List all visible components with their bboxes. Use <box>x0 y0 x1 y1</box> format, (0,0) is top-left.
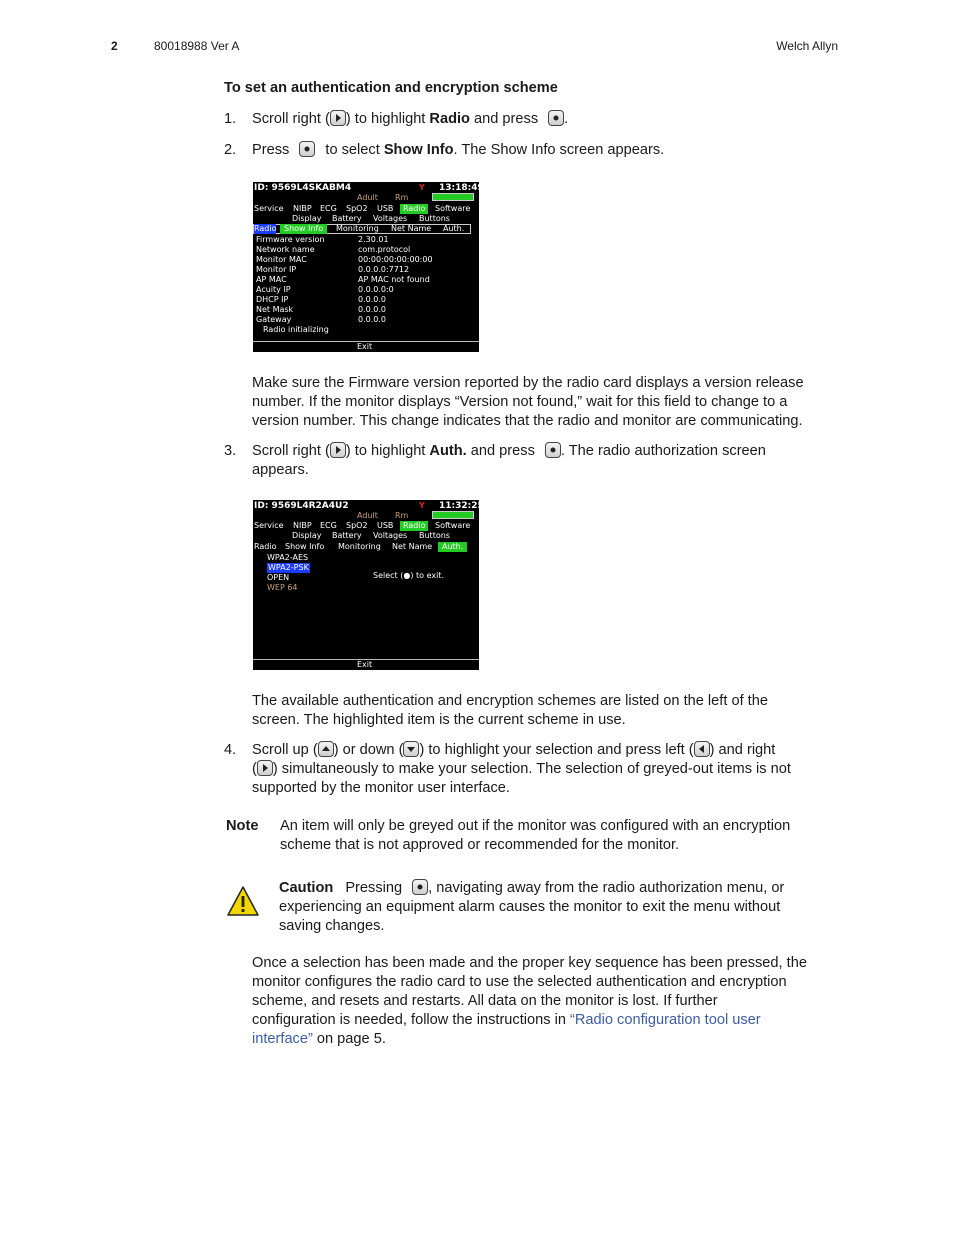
select-button-icon <box>412 879 428 895</box>
subtab-show-info: Show Info <box>285 542 325 551</box>
scheme-open: OPEN <box>267 573 290 582</box>
tab-software: Software <box>435 521 471 530</box>
battery-icon <box>432 511 474 519</box>
subtab-auth: Auth. <box>443 224 465 233</box>
right-arrow-icon <box>330 110 346 126</box>
tab-buttons: Buttons <box>419 214 450 223</box>
tab-ecg: ECG <box>320 204 337 213</box>
scheme-wpa2-psk: WPA2-PSK <box>268 563 309 572</box>
tab-battery: Battery <box>332 214 362 223</box>
step-1: Scroll right ( ) to highlight Radio and press . <box>252 111 569 127</box>
caution-text: Caution Pressing , navigating away from the radio authorization menu, or experiencing an equipment alarm causes the monitor to exit the menu without saving changes. <box>279 880 785 934</box>
tab-service: Service <box>254 521 284 530</box>
auth-screenshot: ID: 9569L4R2A4U2 Y 11:32:25 Adult Rm Service NIBP ECG SpO2 USB Radio Software Display Battery Voltages Buttons Radio Show Info Monitoring Net Name Auth. WPA2-AES WPA2-PSK OPEN WEP 64 Select (●) to exit. Exit <box>254 501 484 669</box>
subtab-auth: Auth. <box>438 542 467 552</box>
tab-display: Display <box>292 214 322 223</box>
select-button-icon <box>548 110 564 126</box>
subtab-monitoring: Monitoring <box>336 224 379 233</box>
tab-radio: Radio <box>400 521 428 531</box>
available-paragraph: The available authentication and encryption schemes are listed on the left of the screen. The highlighted item is the current scheme in use. <box>252 693 768 728</box>
warning-icon <box>226 885 260 917</box>
right-arrow-icon <box>330 442 346 458</box>
subtab-monitoring: Monitoring <box>338 542 381 551</box>
select-button-icon <box>299 141 315 157</box>
tab-usb: USB <box>377 521 394 530</box>
brand-name: Welch Allyn <box>776 39 838 53</box>
exit-softkey: Exit <box>357 660 373 669</box>
page-number: 2 <box>111 39 118 53</box>
tab-voltages: Voltages <box>373 531 408 540</box>
radio-config-link[interactable]: “Radio configuration tool user <box>570 1012 761 1028</box>
down-arrow-icon <box>403 741 419 757</box>
exit-softkey: Exit <box>357 342 373 351</box>
antenna-icon: Y <box>419 183 425 192</box>
document-id: 80018988 Ver A <box>154 39 240 53</box>
show-info-screenshot: ID: 9569L4SKABM4 Y 13:18:49 Adult Rm Service NIBP ECG SpO2 USB Radio Software Display Battery Voltages Buttons Radio Show Info Monitoring Net Name Auth. Firmware version 2.30.01 Network name com.protocol Monitor MAC 00:00:00:00:00:00 Monitor IP 0.0.0.0:7712 AP MAC AP MAC not found Acuity IP 0.0.0.0:0 DHCP IP 0.0.0.0 Net Mask 0.0.0.0 Gateway 0.0.0.0 Radio initializing Exit <box>254 183 484 351</box>
tab-nibp: NIBP <box>293 204 312 213</box>
radio-config-link-cont[interactable]: interface” <box>252 1031 313 1047</box>
step-3-number: 3. <box>224 443 237 459</box>
tab-spo2: SpO2 <box>346 521 368 530</box>
caution-label: Caution <box>279 880 334 896</box>
step-2-number: 2. <box>224 142 237 158</box>
step-2: Press to select Show Info. The Show Info screen appears. <box>252 142 665 158</box>
subtab-radio: Radio <box>254 224 277 233</box>
left-arrow-icon <box>694 741 710 757</box>
tab-battery: Battery <box>332 531 362 540</box>
up-arrow-icon <box>318 741 334 757</box>
step-1-number: 1. <box>224 111 237 127</box>
firmware-paragraph: Make sure the Firmware version reported by the radio card displays a version release number. If the monitor displays “Version not found,” wait for this field to change to a version number. This change indicates that the radio and monitor are communicating. <box>252 375 804 429</box>
select-button-icon <box>545 442 561 458</box>
step-4: Scroll up ( ) or down ( ) to highlight your selection and press left ( ) and right ( ) simultaneously to make your selection. The selection of greyed-out items is not supported by the monitor user interface. <box>252 742 791 796</box>
antenna-icon: Y <box>419 501 425 510</box>
subtab-radio: Radio <box>254 542 277 551</box>
tab-ecg: ECG <box>320 521 337 530</box>
tab-voltages: Voltages <box>373 214 408 223</box>
tab-spo2: SpO2 <box>346 204 368 213</box>
step-3: Scroll right ( ) to highlight Auth. and press . The radio authorization screen appears. <box>252 443 766 478</box>
tab-display: Display <box>292 531 322 540</box>
scheme-wep-64: WEP 64 <box>267 583 298 592</box>
subtab-net-name: Net Name <box>391 224 432 233</box>
select-to-exit-hint: Select (●) to exit. <box>373 571 444 580</box>
subtab-net-name: Net Name <box>392 542 433 551</box>
step-4-number: 4. <box>224 742 237 758</box>
radio-status: Radio initializing <box>263 325 329 334</box>
subtab-show-info: Show Info <box>280 224 327 234</box>
tab-radio: Radio <box>400 204 428 214</box>
final-paragraph: Once a selection has been made and the proper key sequence has been pressed, the monitor configures the radio card to use the selected authentication and encryption scheme, and resets and restarts. All data on the monitor is lost. If further configuration is needed, follow the instructions in “Radio configuration tool user interface” on page 5. <box>252 955 807 1047</box>
tab-software: Software <box>435 204 471 213</box>
tab-usb: USB <box>377 204 394 213</box>
note-text: An item will only be greyed out if the monitor was configured with an encryption scheme that is not approved or recommended for the monitor. <box>280 818 791 853</box>
tab-nibp: NIBP <box>293 521 312 530</box>
scheme-wpa2-aes: WPA2-AES <box>267 553 309 562</box>
note-label: Note <box>226 818 259 834</box>
right-arrow-icon <box>257 760 273 776</box>
section-title: To set an authentication and encryption scheme <box>224 80 558 96</box>
battery-icon <box>432 193 474 201</box>
tab-service: Service <box>254 204 284 213</box>
tab-buttons: Buttons <box>419 531 450 540</box>
